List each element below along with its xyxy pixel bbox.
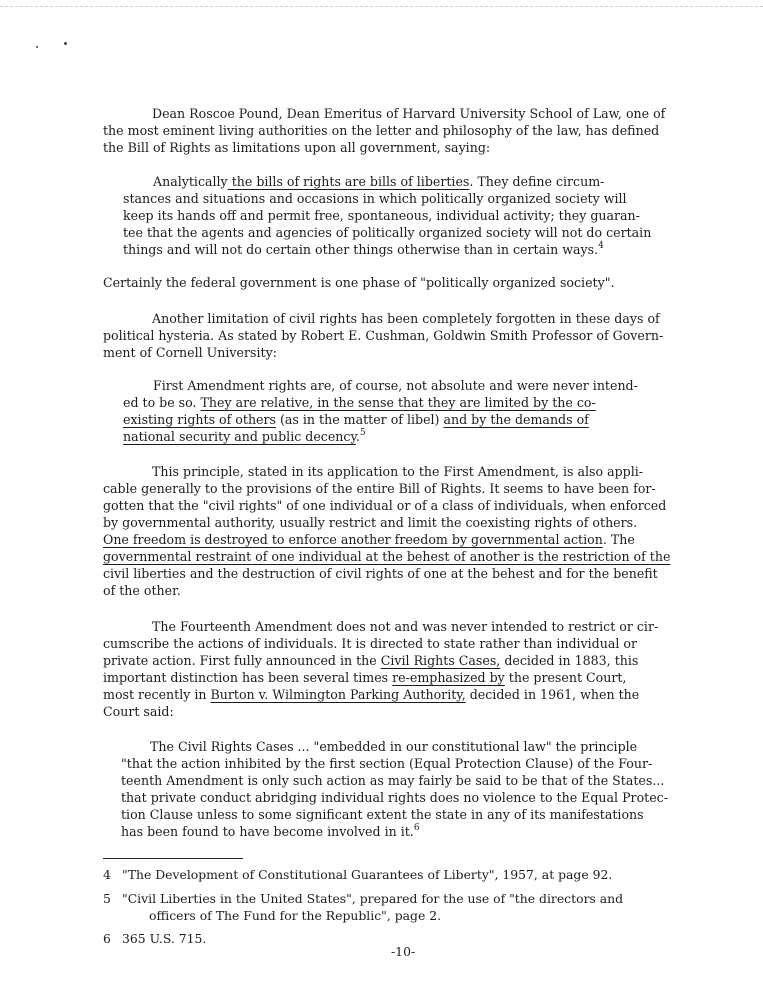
footnote-ref-5: 5 <box>359 427 366 438</box>
scan-speck <box>36 46 38 48</box>
block-quote-cushman: First Amendment rights are, of course, not absolute and were never intend- ed to be so. They are relative, in the sense that they are limited by the co- existing rights of others (as in the matter of libel) and by the demands of national security and public decency.$^5$ <box>123 378 638 444</box>
paragraph-fourteenth-amendment: The Fourteenth Amendment does not and was never intended to restrict or cir- cumscribe the actions of individuals. It is directed to state rather than individual or private action. First fully announced in the Civil Rights Cases, decided in 1883, this important distinction has been several times re-emphasized by the present Court, most recently in Burton v. Wilmington Parking Authority, decided in 1961, when the Court said: <box>103 619 659 719</box>
underlined-text: governmental restraint of one individual at the behest of another is the restriction of the <box>103 549 671 564</box>
scan-speck <box>64 42 67 45</box>
block-quote-civil-rights-cases: The Civil Rights Cases ... "embedded in our constitutional law" the principle "that the action inhibited by the first section (Equal Protection Clause) of the Four- teenth Amendment is only such action as may fairly be said to be that of the States... that private conduct abridging individual rights does no violence to the Equal Protec- tion Clause unless to some significant extent the state in any of its manifestations has been found to have become involved in it.$^6$ <box>121 739 668 839</box>
underlined-text: Burton v. Wilmington Parking Authority, <box>210 687 466 702</box>
underlined-text: Civil Rights Cases, <box>380 653 501 668</box>
scan-top-edge <box>0 6 763 7</box>
underlined-text: the bills of rights are bills of liberties <box>227 174 470 189</box>
footnote-6: 6 365 U.S. 715. <box>103 931 207 946</box>
underlined-text: One freedom is destroyed to enforce another freedom by governmental action <box>103 532 603 547</box>
footnote-5: 5 "Civil Liberties in the United States", prepared for the use of "the directors and officers of The Fund for the Republic", page 2. <box>103 891 624 923</box>
page-number: -10- <box>391 944 416 959</box>
underlined-text: national security and public decency <box>123 429 356 444</box>
underlined-text: re-emphasized by <box>392 670 505 685</box>
underlined-text: They are relative, in the sense that they are limited by the co- <box>200 395 596 410</box>
block-quote-pound: Analytically the bills of rights are bills of liberties. They define circum- stances and situations and occasions in which politically organized society will keep its hands off and permit free, spontaneous, individual activity; they guaran- tee that the agents and agencies of politically organized society will not do certain things and will not do certain other things otherwise than in certain ways.$^4$ <box>123 174 652 257</box>
underlined-text: existing rights of others <box>123 412 276 427</box>
footnote-divider <box>103 858 243 859</box>
paragraph-pound-intro: Dean Roscoe Pound, Dean Emeritus of Harvard University School of Law, one of the most eminent living authorities on the letter and philosophy of the law, has defined the Bill of Rights as limitations upon all government, saying: <box>103 106 666 155</box>
paragraph-cushman-intro: Another limitation of civil rights has been completely forgotten in these days of political hysteria. As stated by Robert E. Cushman, Goldwin Smith Professor of Govern- ment of Cornell University: <box>103 311 664 360</box>
footnote-ref-6: 6 <box>413 822 420 833</box>
footnote-ref-4: 4 <box>598 240 604 251</box>
footnote-4: 4 "The Development of Constitutional Guarantees of Liberty", 1957, at page 92. <box>103 867 613 882</box>
paragraph-principle: This principle, stated in its application to the First Amendment, is also appli- cable generally to the provisions of the entire Bill of Rights. It seems to have been for- gotten that the "civil rights" of one individual or of a class of individuals, when enforced by governmental authority, usually restrict and limit the coexisting rights of others. One freedom is destroyed to enforce another freedom by governmental action. The governmental restraint of one individual at the behest of another is the restriction of the civil liberties and the destruction of civil rights of one at the behest and for the benefit of the other. <box>103 464 671 598</box>
underlined-text: and by the demands of <box>443 412 589 427</box>
paragraph-federal-government: Certainly the federal government is one phase of "politically organized society". <box>103 275 615 290</box>
